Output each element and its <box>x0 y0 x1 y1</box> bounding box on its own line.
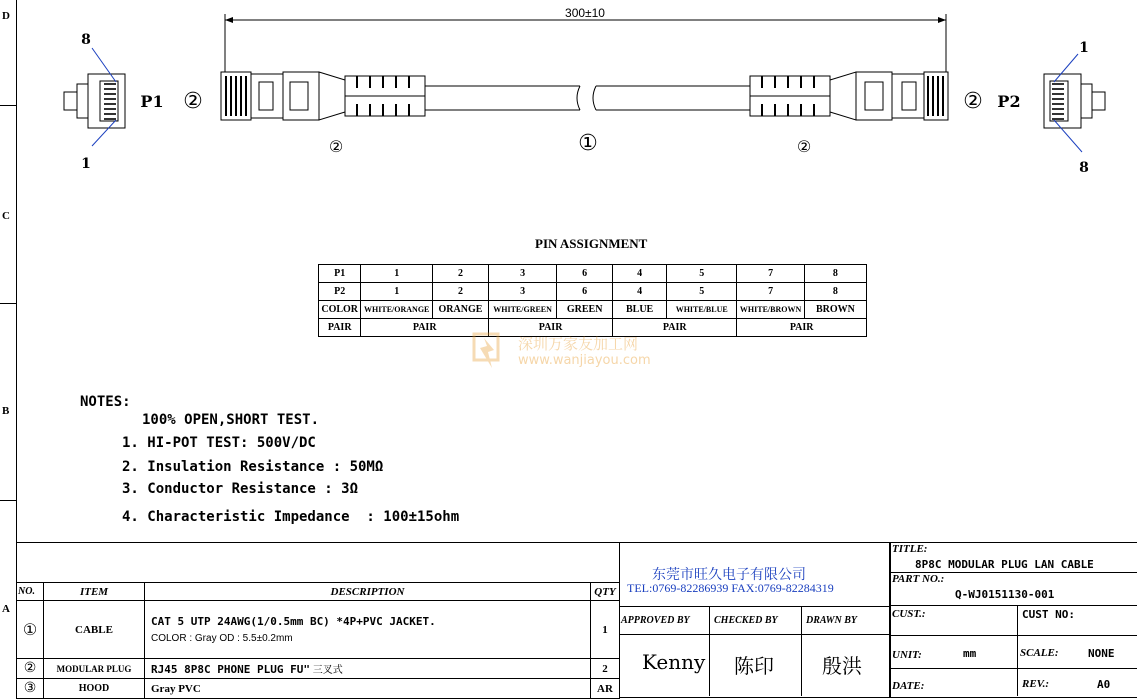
pin-label-right-bottom: 8 <box>1079 160 1089 176</box>
p1-label: P1 <box>140 92 164 111</box>
title-label: TITLE: <box>892 543 928 555</box>
bom-no: ① <box>17 601 44 659</box>
pin-cell: 2 <box>433 283 489 301</box>
approvals-col-divider <box>801 606 802 696</box>
note-line: 3. Conductor Resistance : 3Ω <box>122 481 359 497</box>
bom-desc: RJ45 8P8C PHONE PLUG FU" <box>151 663 310 676</box>
scale-value: NONE <box>1088 647 1115 660</box>
pin-assignment-table <box>318 264 867 337</box>
pin-cell: 7 <box>737 283 805 301</box>
pin-cell: GREEN <box>557 301 613 319</box>
pin-label-right-top: 1 <box>1079 40 1089 56</box>
cable-drawing <box>0 0 1137 235</box>
callout-right-hood: ② <box>796 137 812 156</box>
title-divider <box>889 635 1137 636</box>
bom-header-qty: QTY <box>591 583 620 601</box>
bom-item: HOOD <box>44 679 145 699</box>
bom-qty: AR <box>591 679 620 699</box>
checked-by-label: CHECKED BY <box>714 615 778 626</box>
pin-label-left-top: 8 <box>81 32 91 48</box>
pin-cell: 5 <box>667 283 737 301</box>
watermark-url: www.wanjiayou.com <box>518 353 651 368</box>
zone-label-b: B <box>2 405 10 417</box>
rev-label: REV.: <box>1022 678 1050 690</box>
note-line: 100% OPEN,SHORT TEST. <box>142 412 320 428</box>
bom-qty: 1 <box>591 601 620 659</box>
bom-no: ③ <box>17 679 44 699</box>
pin-cell: 5 <box>667 265 737 283</box>
zone-label-d: D <box>2 10 10 22</box>
right-plug-end-view <box>1044 54 1105 152</box>
pin-cell: 7 <box>737 265 805 283</box>
pin-cell: PAIR <box>319 319 361 337</box>
pin-cell: BROWN <box>804 301 866 319</box>
right-plug-side-view <box>750 72 948 120</box>
company-name: 东莞市旺久电子有限公司 <box>652 567 806 583</box>
pin-cell: PAIR <box>361 319 489 337</box>
bom-desc-cn: 三叉式 <box>312 665 343 676</box>
pin-cell: 4 <box>613 283 667 301</box>
pin-label-left-bottom: 1 <box>81 156 91 172</box>
cust-no-label: CUST NO: <box>1022 608 1075 621</box>
pin-cell: WHITE/BROWN <box>737 301 805 319</box>
callout-left-plug: ② <box>183 89 203 114</box>
watermark-logo-icon <box>470 330 510 372</box>
bom-header-item: ITEM <box>44 583 145 601</box>
rev-value: A0 <box>1097 678 1111 691</box>
pin-cell: 4 <box>613 265 667 283</box>
drawing-title: 8P8C MODULAR PLUG LAN CABLE <box>915 558 1094 571</box>
pin-assignment-title: PIN ASSIGNMENT <box>535 236 648 251</box>
pin-cell: PAIR <box>613 319 737 337</box>
left-plug-end-view <box>64 48 125 146</box>
dimension-text: 300±10 <box>565 6 605 20</box>
left-plug-side-view <box>221 72 750 120</box>
note-line: 2. Insulation Resistance : 50MΩ <box>122 459 384 475</box>
callout-cable: ① <box>578 131 598 156</box>
bom-no: ② <box>17 659 44 679</box>
drawn-by-label: DRAWN BY <box>806 615 858 626</box>
pin-row-p1 <box>319 265 867 283</box>
pin-cell: WHITE/GREEN <box>488 301 556 319</box>
pin-row-p2 <box>319 283 867 301</box>
pin-cell: 3 <box>488 283 556 301</box>
bom-top-rule <box>16 542 620 543</box>
watermark-cn: 深圳万家友加工网 <box>518 335 639 353</box>
note-line: 1. HI-POT TEST: 500V/DC <box>122 435 316 451</box>
unit-label: UNIT: <box>892 649 922 661</box>
pin-cell: WHITE/ORANGE <box>361 301 433 319</box>
pin-cell: 1 <box>361 265 433 283</box>
bom-row <box>17 601 620 659</box>
pin-cell: 6 <box>557 265 613 283</box>
approved-by-label: APPROVED BY <box>621 615 690 626</box>
cust-label: CUST.: <box>892 608 926 620</box>
bom-desc-cell <box>145 601 591 659</box>
drawn-signature: 殷洪 <box>822 654 862 678</box>
bom-header-row <box>17 583 620 601</box>
bom-item: MODULAR PLUG <box>44 659 145 679</box>
title-divider <box>889 605 1137 606</box>
notes-heading: NOTES: <box>80 394 131 410</box>
pin-cell: 8 <box>804 265 866 283</box>
bom-item: CABLE <box>44 601 145 659</box>
zone-tick <box>0 303 16 304</box>
watermark <box>470 330 510 376</box>
bom-qty: 2 <box>591 659 620 679</box>
pin-cell: WHITE/BLUE <box>667 301 737 319</box>
pin-cell: 6 <box>557 283 613 301</box>
pin-cell: P2 <box>319 283 361 301</box>
pin-cell: PAIR <box>488 319 612 337</box>
pin-cell: 8 <box>804 283 866 301</box>
zone-label-c: C <box>2 210 10 222</box>
checked-signature: 陈印 <box>734 654 774 678</box>
callout-right-plug: ② <box>963 89 983 114</box>
bom-desc-cell <box>145 659 591 679</box>
pin-row-color <box>319 301 867 319</box>
pin-cell: 3 <box>488 265 556 283</box>
bom-desc: CAT 5 UTP 24AWG(1/0.5mm BC) *4P+PVC JACKET. <box>151 615 436 628</box>
p2-label: P2 <box>997 92 1021 111</box>
approvals-divider <box>619 634 890 635</box>
pin-cell: BLUE <box>613 301 667 319</box>
note-line: 4. Characteristic Impedance : 100±15ohm <box>122 509 460 525</box>
company-contact: TEL:0769-82286939 FAX:0769-82284319 <box>627 581 834 595</box>
pin-cell: PAIR <box>737 319 867 337</box>
bom-table <box>16 582 620 699</box>
approvals-col-divider <box>709 606 710 696</box>
bom-desc-sub: COLOR : Gray OD : 5.5±0.2mm <box>151 633 293 644</box>
pin-cell: 1 <box>361 283 433 301</box>
scale-label: SCALE: <box>1020 647 1059 659</box>
callout-left-hood: ② <box>328 137 344 156</box>
pin-cell: COLOR <box>319 301 361 319</box>
bom-row <box>17 659 620 679</box>
part-no-label: PART NO.: <box>892 573 945 585</box>
zone-tick <box>0 500 16 501</box>
date-label: DATE: <box>892 680 925 692</box>
bom-header-desc: DESCRIPTION <box>145 583 591 601</box>
unit-value: mm <box>963 647 977 660</box>
pin-cell: ORANGE <box>433 301 489 319</box>
part-no: Q-WJ0151130-001 <box>955 588 1055 601</box>
pin-cell: P1 <box>319 265 361 283</box>
bom-header-no: NO. <box>17 583 44 601</box>
zone-label-a: A <box>2 603 10 615</box>
bom-desc: Gray PVC <box>145 679 591 699</box>
title-divider <box>889 668 1137 669</box>
approved-signature: Kenny <box>642 650 706 674</box>
title-col-divider <box>1017 605 1018 696</box>
pin-cell: 2 <box>433 265 489 283</box>
